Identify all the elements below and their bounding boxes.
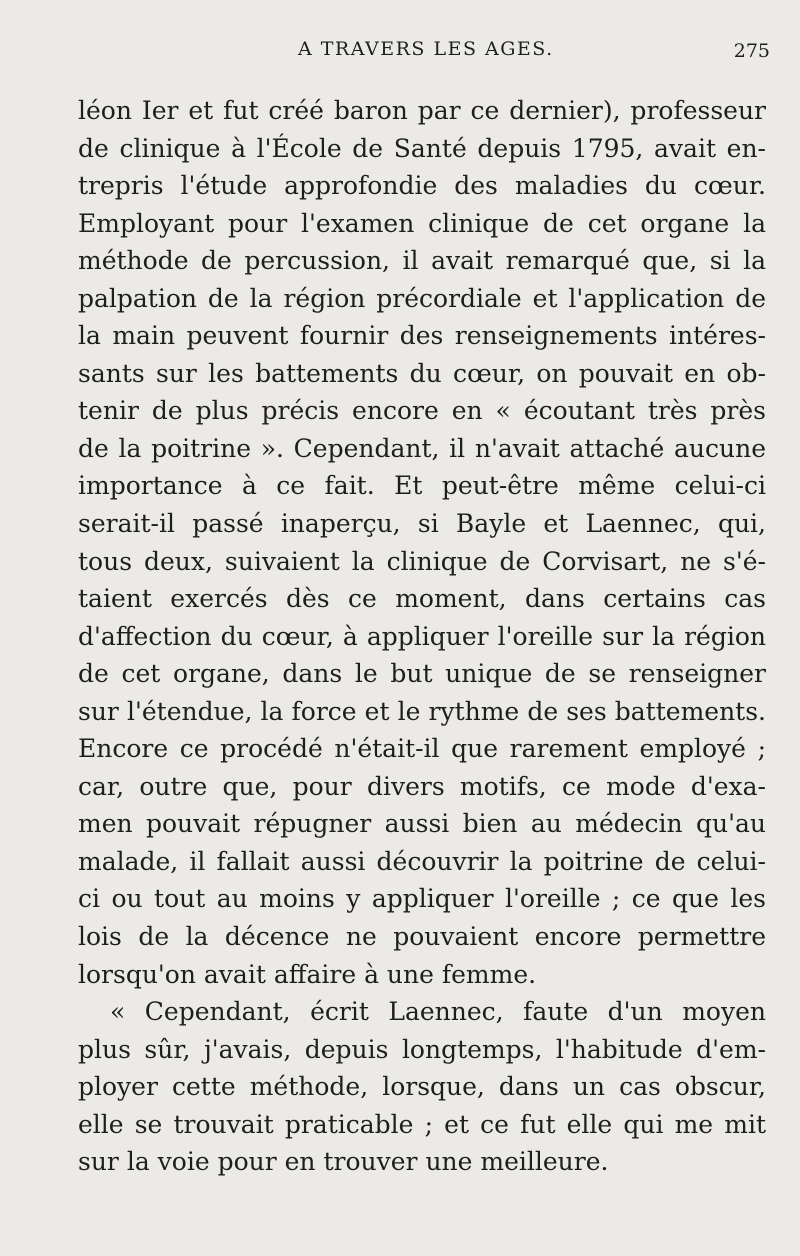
text-line: car, outre que, pour divers motifs, ce mode d'exa-: [78, 771, 766, 801]
text-line: taient exercés dès ce moment, dans certains cas: [78, 584, 766, 614]
text-line: de cet organe, dans le but unique de se renseigner: [78, 659, 766, 689]
text-line: d'affection du cœur, à appliquer l'oreille sur la région: [78, 621, 766, 651]
text-line: de la poitrine ». Cependant, il n'avait attaché aucune: [78, 433, 766, 463]
text-line: léon Ier et fut créé baron par ce dernier), professeur: [78, 96, 766, 125]
text-line: méthode de percussion, il avait remarqué que, si la: [78, 246, 766, 276]
text-line: sur la voie pour en trouver une meilleure.: [78, 1147, 609, 1177]
text-line: lois de la décence ne pouvaient encore permettre: [78, 922, 766, 952]
text-line: « Cependant, écrit Laennec, faute d'un moyen: [110, 997, 766, 1027]
text-line: ployer cette méthode, lorsque, dans un cas obscur,: [78, 1072, 766, 1102]
body-text: [78, 92, 766, 1181]
text-line: lorsqu'on avait affaire à une femme.: [78, 959, 537, 989]
text-line: tous deux, suivaient la clinique de Corvisart, ne s'é-: [78, 546, 766, 576]
text-line: importance à ce fait. Et peut-être même celui-ci: [78, 471, 766, 501]
text-line: serait-il passé inaperçu, si Bayle et Laennec, qui,: [78, 509, 766, 539]
text-line: sants sur les battements du cœur, on pouvait en ob-: [78, 358, 766, 388]
text-line: elle se trouvait praticable ; et ce fut elle qui me mit: [78, 1109, 766, 1139]
text-line: Encore ce procédé n'était-il que rarement employé ;: [78, 734, 766, 764]
text-line: sur l'étendue, la force et le rythme de ses battements.: [78, 696, 766, 726]
text-line: tenir de plus précis encore en « écoutant très près: [78, 396, 766, 426]
text-line: de clinique à l'École de Santé depuis 1795, avait en-: [78, 133, 766, 163]
page-number: 275: [733, 40, 770, 62]
text-line: Employant pour l'examen clinique de cet organe la: [78, 208, 766, 238]
text-line: plus sûr, j'avais, depuis longtemps, l'habitude d'em-: [78, 1034, 766, 1064]
text-line: men pouvait répugner aussi bien au médecin qu'au: [78, 809, 766, 839]
running-head: [0, 38, 800, 68]
text-line: trepris l'étude approfondie des maladies du cœur.: [78, 171, 766, 201]
text-line: palpation de la région précordiale et l'application de: [78, 283, 766, 313]
text-line: ci ou tout au moins y appliquer l'oreille ; ce que les: [78, 884, 766, 914]
running-title: A TRAVERS LES AGES.: [298, 38, 554, 60]
text-line: malade, il fallait aussi découvrir la poitrine de celui-: [78, 846, 766, 876]
text-line: la main peuvent fournir des renseignements intéres-: [78, 321, 766, 351]
